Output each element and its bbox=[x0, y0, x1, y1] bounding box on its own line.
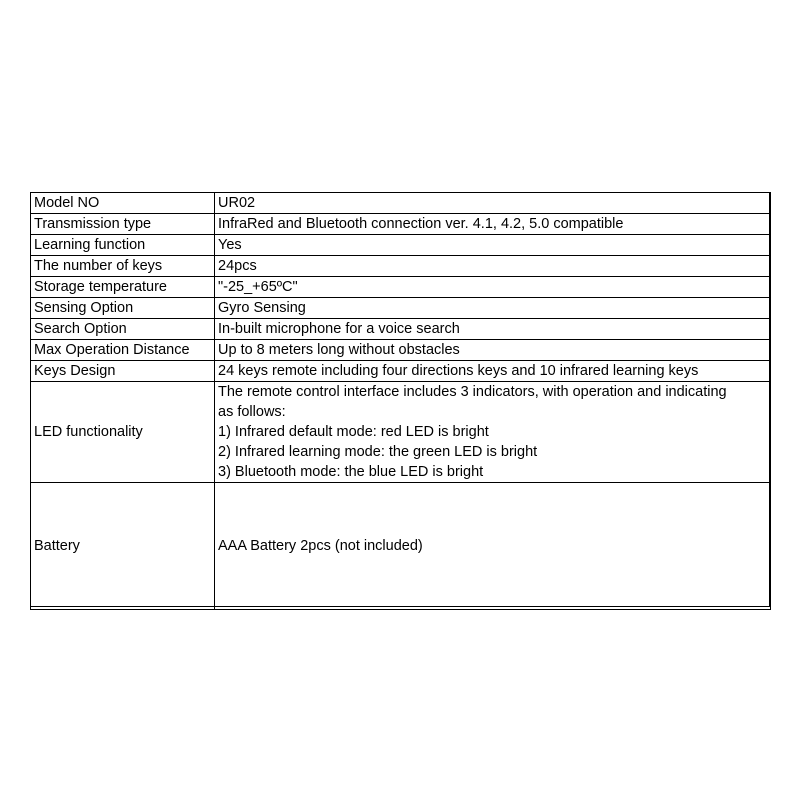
spec-label: Storage temperature bbox=[31, 277, 215, 298]
led-line: 2) Infrared learning mode: the green LED is bright bbox=[218, 444, 538, 460]
spec-value: Up to 8 meters long without obstacles bbox=[215, 340, 771, 361]
table-row bbox=[31, 298, 771, 319]
led-line: The remote control interface includes 3 indicators, with operation and indicating bbox=[218, 384, 727, 400]
spec-value: 24 keys remote including four directions keys and 10 infrared learning keys bbox=[215, 361, 771, 382]
led-line: 1) Infrared default mode: red LED is bright bbox=[218, 424, 489, 440]
spec-value: Yes bbox=[215, 235, 771, 256]
table-row bbox=[31, 361, 771, 382]
led-description bbox=[215, 382, 771, 483]
table-row bbox=[31, 340, 771, 361]
spec-label: Battery bbox=[31, 483, 215, 610]
spec-label: Search Option bbox=[31, 319, 215, 340]
spec-table bbox=[30, 192, 771, 610]
spec-value: In-built microphone for a voice search bbox=[215, 319, 771, 340]
led-line: 3) Bluetooth mode: the blue LED is bright bbox=[218, 464, 484, 480]
spec-value: "-25_+65ºC" bbox=[215, 277, 771, 298]
spec-label: Learning function bbox=[31, 235, 215, 256]
spec-label: Transmission type bbox=[31, 214, 215, 235]
table-row bbox=[31, 193, 771, 214]
led-line: as follows: bbox=[218, 404, 286, 420]
table-row bbox=[31, 235, 771, 256]
spec-label: Keys Design bbox=[31, 361, 215, 382]
battery-row bbox=[31, 483, 771, 610]
spec-label: Max Operation Distance bbox=[31, 340, 215, 361]
spec-value: 24pcs bbox=[215, 256, 771, 277]
spec-label: The number of keys bbox=[31, 256, 215, 277]
table-row bbox=[31, 214, 771, 235]
led-functionality-row bbox=[31, 382, 771, 483]
spec-value: Gyro Sensing bbox=[215, 298, 771, 319]
table-row bbox=[31, 256, 771, 277]
spec-label: LED functionality bbox=[31, 382, 215, 483]
table-row bbox=[31, 277, 771, 298]
spec-label: Sensing Option bbox=[31, 298, 215, 319]
spec-label: Model NO bbox=[31, 193, 215, 214]
spec-value: InfraRed and Bluetooth connection ver. 4.1, 4.2, 5.0 compatible bbox=[215, 214, 771, 235]
spec-value: UR02 bbox=[215, 193, 771, 214]
table-row bbox=[31, 319, 771, 340]
spec-value: AAA Battery 2pcs (not included) bbox=[215, 483, 771, 610]
